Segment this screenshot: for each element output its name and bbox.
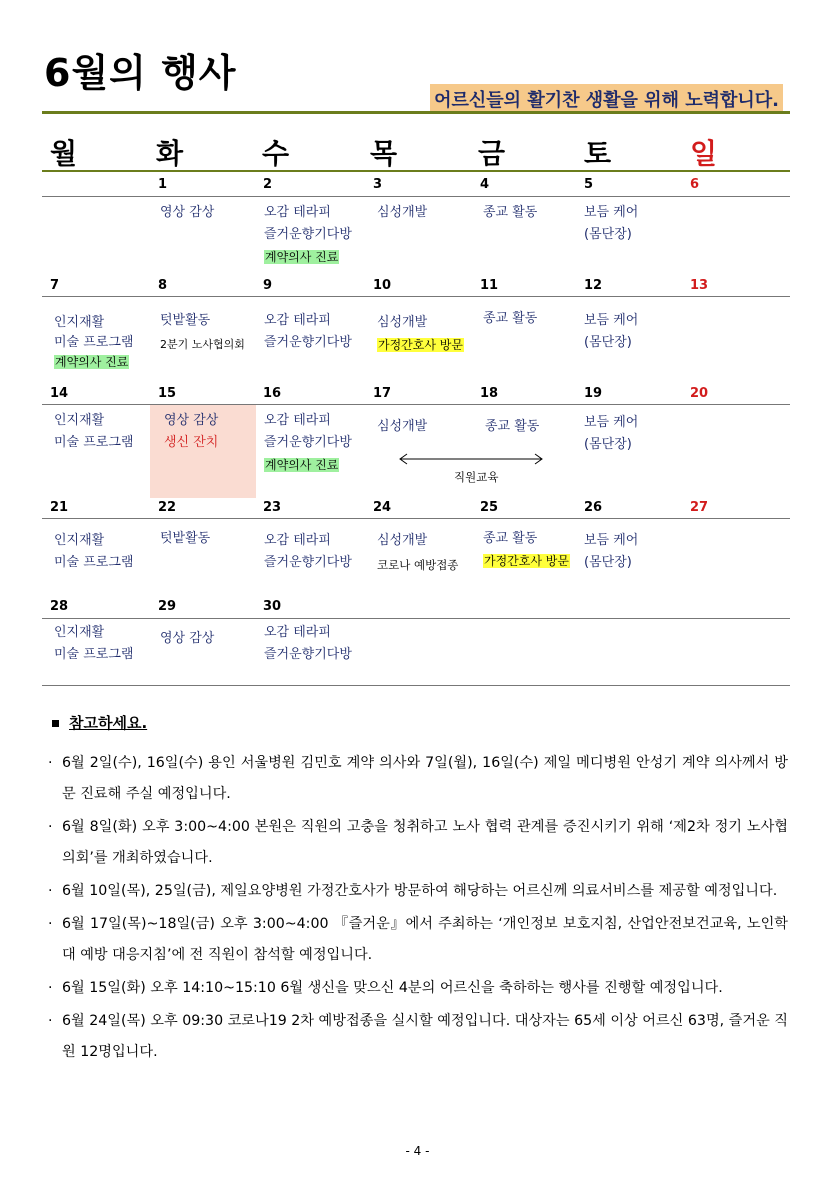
event-line: 즐거운향기다방 (264, 647, 352, 662)
event-sat (584, 202, 638, 246)
note-bullet: · (48, 819, 53, 835)
vaccination-text: 코로나 예방접종 (377, 558, 459, 572)
birthday-party-text: 생신 잔치 (164, 435, 219, 450)
staff-training-label: 직원교육 (454, 470, 499, 484)
calendar-week-2 (42, 272, 790, 380)
header-rule (42, 111, 790, 114)
day-names-row (42, 132, 790, 170)
date-2: 2 (263, 177, 273, 192)
date-10: 10 (373, 278, 392, 293)
page-title: 6월의 행사 (44, 51, 237, 95)
date-25: 25 (480, 500, 499, 515)
event-line: (몸단장) (584, 437, 632, 452)
event-sat (584, 530, 638, 574)
date-14: 14 (50, 386, 69, 401)
week-divider (42, 296, 790, 297)
training-span-arrow (396, 452, 546, 466)
event-sat (584, 412, 638, 456)
date-6: 6 (690, 177, 700, 192)
date-30: 30 (263, 599, 282, 614)
date-18: 18 (480, 386, 499, 401)
note-item (48, 876, 788, 907)
event-line: 인지재활 (54, 625, 105, 640)
event-line: 즐거운향기다방 (264, 435, 352, 450)
event-line: 미술 프로그램 (54, 647, 134, 662)
event-line: (몸단장) (584, 555, 632, 570)
date-12: 12 (584, 278, 603, 293)
contract-doctor-badge: 계약의사 진료 (265, 250, 339, 264)
note-item (48, 973, 788, 1004)
date-9: 9 (263, 278, 273, 293)
home-nurse-badge: 가정간호사 방문 (484, 554, 569, 568)
date-23: 23 (263, 500, 282, 515)
event-wed (264, 310, 352, 354)
event-line: 영상 감상 (160, 631, 215, 646)
note-bullet: · (48, 883, 53, 899)
date-27: 27 (690, 500, 709, 515)
week-divider (42, 404, 790, 405)
event-line: 인지재활 (54, 533, 105, 548)
event-line: 영상 감상 (160, 205, 215, 220)
date-1: 1 (158, 177, 168, 192)
event-line: 보듬 케어 (584, 313, 639, 328)
note-text: 6월 24일(목) 오후 09:30 코로나19 2차 예방접종을 실시할 예정입니다. 대상자는 65세 이상 어르신 63명, 즐거운 직원 12명입니다. (62, 1013, 788, 1060)
day-name-sat: 토 (584, 137, 612, 170)
event-line: 종교 활동 (483, 205, 538, 220)
event-fri (483, 308, 537, 330)
note-bullet: · (48, 980, 53, 996)
event-line: 즐거운향기다방 (264, 555, 352, 570)
date-29: 29 (158, 599, 177, 614)
date-26: 26 (584, 500, 603, 515)
event-line: 영상 감상 (164, 413, 219, 428)
date-22: 22 (158, 500, 177, 515)
event-line: (몸단장) (584, 227, 632, 242)
event-line: 인지재활 (54, 315, 105, 330)
note-text: 6월 2일(수), 16일(수) 용인 서울병원 김민호 계약 의사와 7일(월), 16일(수) 제일 메디병원 안성기 계약 의사께서 방문 진료해 주실 예정입니다. (62, 755, 788, 802)
event-line: 미술 프로그램 (54, 335, 134, 350)
event-thu (377, 530, 458, 576)
event-fri (485, 416, 539, 438)
week-divider (42, 618, 790, 619)
calendar-week-1 (42, 172, 790, 272)
date-16: 16 (263, 386, 282, 401)
date-11: 11 (480, 278, 499, 293)
contract-doctor-badge: 계약의사 진료 (265, 458, 339, 472)
event-line: 심성개발 (377, 419, 428, 434)
notes-list (48, 748, 788, 1068)
page-number: - 4 - (405, 1144, 430, 1158)
date-3: 3 (373, 177, 383, 192)
event-fri (483, 202, 537, 224)
date-19: 19 (584, 386, 603, 401)
date-7: 7 (50, 278, 60, 293)
note-text: 6월 15일(화) 오후 14:10~15:10 6월 생신을 맞으신 4분의 어르신을 축하하는 행사를 진행할 예정입니다. (62, 980, 723, 996)
event-line: 오감 테라피 (264, 413, 331, 428)
note-item (48, 748, 788, 810)
event-wed (264, 410, 352, 477)
note-text: 6월 8일(화) 오후 3:00~4:00 본원은 직원의 고충을 청취하고 노사 협력 관계를 증진시키기 위해 ‘제2차 정기 노사협의회’를 개최하였습니다. (62, 819, 788, 866)
day-name-sun: 일 (690, 137, 718, 170)
note-item (48, 909, 788, 971)
event-line: 오감 테라피 (264, 625, 331, 640)
event-wed (264, 622, 352, 666)
event-mon (54, 312, 133, 373)
week-divider (42, 196, 790, 197)
date-24: 24 (373, 500, 392, 515)
day-name-thu: 목 (370, 137, 398, 170)
event-thu (377, 312, 464, 357)
event-line: 보듬 케어 (584, 415, 639, 430)
event-line: 보듬 케어 (584, 533, 639, 548)
event-line: 오감 테라피 (264, 533, 331, 548)
event-line: 오감 테라피 (264, 205, 331, 220)
event-tue (160, 202, 214, 224)
event-mon (54, 622, 133, 666)
event-line: 보듬 케어 (584, 205, 639, 220)
event-line: 미술 프로그램 (54, 435, 134, 450)
note-text: 6월 17일(목)~18일(금) 오후 3:00~4:00 『즐거운』에서 주최하는 ‘개인정보 보호지침, 산업안전보건교육, 노인학대 예방 대응지침’에 전 직원이 참석할 예정입니다. (62, 916, 788, 963)
date-17: 17 (373, 386, 392, 401)
date-20: 20 (690, 386, 709, 401)
date-8: 8 (158, 278, 168, 293)
event-line: (몸단장) (584, 335, 632, 350)
event-line: 즐거운향기다방 (264, 335, 352, 350)
event-sat (584, 310, 638, 354)
contract-doctor-badge: 계약의사 진료 (55, 355, 129, 369)
date-13: 13 (690, 278, 709, 293)
event-line: 텃밭활동 (160, 313, 211, 328)
event-thu (377, 416, 427, 438)
week-divider (42, 518, 790, 519)
event-line: 인지재활 (54, 413, 105, 428)
date-4: 4 (480, 177, 490, 192)
event-mon (54, 530, 133, 574)
day-name-mon: 월 (50, 137, 78, 170)
calendar-bottom-rule (42, 685, 790, 686)
note-text: 6월 10일(목), 25일(금), 제일요양병원 가정간호사가 방문하여 해당하는 어르신께 의료서비스를 제공할 예정입니다. (62, 883, 778, 899)
note-bullet: · (48, 1013, 53, 1029)
event-line: 심성개발 (377, 205, 428, 220)
day-name-tue: 화 (156, 137, 184, 170)
event-fri (483, 528, 570, 573)
event-line: 종교 활동 (485, 419, 540, 434)
event-line: 종교 활동 (483, 311, 538, 326)
note-item (48, 1006, 788, 1068)
home-nurse-badge: 가정간호사 방문 (378, 338, 463, 352)
event-tue (160, 628, 214, 650)
notes-heading-text: 참고하세요. (69, 714, 148, 732)
event-line: 텃밭활동 (160, 531, 211, 546)
motto-banner: 어르신들의 활기찬 생활을 위해 노력합니다. (430, 84, 783, 114)
event-line: 오감 테라피 (264, 313, 331, 328)
date-28: 28 (50, 599, 69, 614)
calendar-week-3 (42, 380, 790, 494)
day-name-fri: 금 (478, 137, 506, 170)
event-thu (377, 202, 427, 224)
event-tue (160, 528, 210, 550)
event-line: 즐거운향기다방 (264, 227, 352, 242)
event-wed (264, 202, 352, 269)
calendar-week-4 (42, 494, 790, 594)
note-bullet: · (48, 755, 53, 771)
event-tue (164, 410, 218, 454)
event-mon (54, 410, 133, 454)
date-15: 15 (158, 386, 177, 401)
date-5: 5 (584, 177, 594, 192)
notes-heading (52, 712, 147, 733)
day-name-wed: 수 (262, 137, 290, 170)
note-item (48, 812, 788, 874)
event-wed (264, 530, 352, 574)
event-line: 미술 프로그램 (54, 555, 134, 570)
event-tue (160, 310, 245, 356)
event-line: 심성개발 (377, 533, 428, 548)
square-bullet-icon (52, 720, 59, 727)
note-bullet: · (48, 916, 53, 932)
event-line: 심성개발 (377, 315, 428, 330)
labor-council-text: 2분기 노사협의회 (160, 338, 245, 351)
calendar-week-5 (42, 594, 790, 686)
date-21: 21 (50, 500, 69, 515)
event-line: 종교 활동 (483, 531, 538, 546)
